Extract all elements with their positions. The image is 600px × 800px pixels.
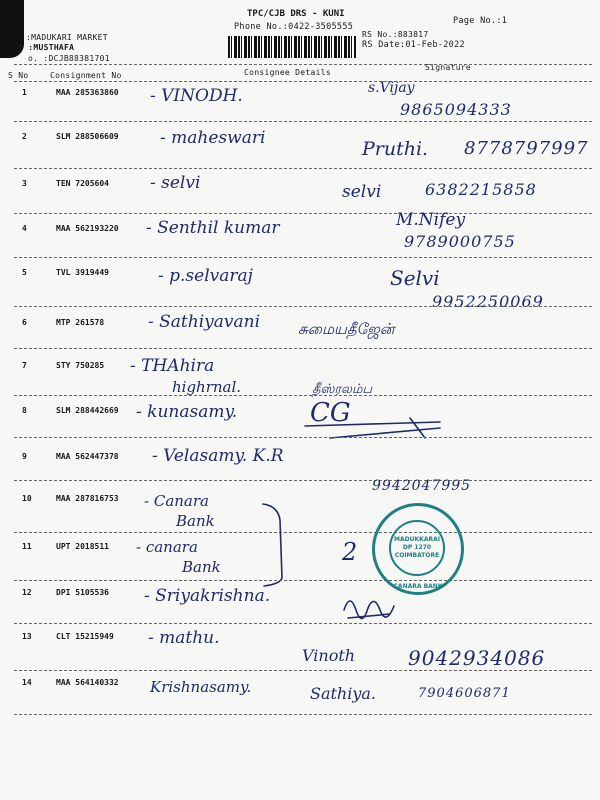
row-1-phone: 9865094333 [400, 100, 512, 119]
row-8-signature: CG [310, 398, 351, 428]
row-1-consignee: - VINODH. [150, 86, 243, 106]
row-10-consignee: - Canara [144, 492, 209, 510]
stamp-branch: MADUKKARAI [394, 536, 440, 543]
row-divider [14, 580, 592, 581]
row-11-consignee-line2: Bank [182, 558, 221, 576]
row-divider [14, 395, 592, 396]
row-8-signature-strike [300, 408, 450, 448]
bank-stamp [372, 503, 464, 595]
row-5-consignment: TVL 3919449 [56, 268, 109, 277]
row-5-signature: Selvi [390, 266, 440, 290]
row-9-consignment: MAA 562447378 [56, 452, 119, 461]
page-number: Page No.:1 [453, 16, 508, 26]
row-divider [14, 437, 592, 438]
row-4-sn: 4 [22, 224, 27, 233]
branch-name: :MADUKARI MARKET [26, 33, 108, 42]
row-7-consignment: STY 750285 [56, 361, 105, 370]
row-13-consignee: - mathu. [148, 628, 220, 648]
row-5-consignee: - p.selvaraj [158, 266, 253, 286]
document-number: o. :DCJB88381701 [28, 54, 110, 63]
row-12-signature [340, 590, 400, 626]
staff-name: f :MUSTHAFA [18, 43, 75, 52]
row-divider [14, 121, 592, 122]
row-2-phone: 8778797997 [464, 138, 589, 159]
bracket-mark [258, 500, 298, 590]
columns-divider [14, 81, 592, 82]
row-8-sn: 8 [22, 406, 27, 415]
barcode [228, 36, 356, 58]
row-11-signature: 2 [342, 538, 358, 566]
row-9-phone: 9942047995 [372, 478, 472, 494]
stamp-bank: CANARA BANK [393, 583, 443, 590]
row-3-phone: 6382215858 [425, 180, 537, 199]
row-5-phone: 9952250069 [432, 292, 544, 311]
row-6-consignee: - Sathiyavani [148, 312, 261, 332]
rs-date: RS Date:01-Feb-2022 [362, 40, 465, 50]
row-7-sn: 7 [22, 361, 27, 370]
row-divider [14, 348, 592, 349]
row-7-consignee: - THAhira [130, 356, 215, 376]
row-11-sn: 11 [22, 542, 32, 551]
row-4-phone: 9789000755 [404, 232, 516, 251]
report-title: TPC/CJB DRS - KUNI [247, 9, 345, 19]
row-5-sn: 5 [22, 268, 27, 277]
row-14-signature: Sathiya. [310, 684, 377, 703]
row-3-sn: 3 [22, 179, 27, 188]
row-13-sn: 13 [22, 632, 32, 641]
row-10-consignment: MAA 287816753 [56, 494, 119, 503]
row-4-consignment: MAA 562193220 [56, 224, 119, 233]
row-2-consignment: SLM 288506609 [56, 132, 119, 141]
row-divider [14, 670, 592, 671]
row-divider [14, 257, 592, 258]
row-2-signature: Pruthi. [362, 138, 429, 160]
row-1-sn: 1 [22, 88, 27, 97]
row-12-consignee: - Sriyakrishna. [144, 586, 271, 606]
stamp-city: COIMBATORE [394, 552, 440, 559]
row-2-consignee: - maheswari [160, 128, 266, 148]
col-signature: Signature [425, 63, 472, 72]
row-1-signature: s.Vijay [368, 80, 415, 96]
row-7-signature: தீஸ்ரலம்ப [312, 382, 373, 397]
col-sno: S No [8, 71, 29, 80]
row-4-signature: M.Nifey [396, 210, 466, 230]
row-14-consignee: Krishnasamy. [150, 678, 252, 696]
rs-number: RS No.:883817 [362, 30, 429, 39]
row-divider [14, 306, 592, 307]
row-14-sn: 14 [22, 678, 32, 687]
row-divider [14, 623, 592, 624]
row-divider [14, 714, 592, 715]
stamp-code: DP 1270 [402, 544, 432, 551]
row-3-consignee: - selvi [150, 173, 201, 193]
col-details: Consignee Details [244, 68, 331, 77]
row-8-consignment: SLM 288442669 [56, 406, 119, 415]
row-13-consignment: CLT 15215949 [56, 632, 114, 641]
row-4-consignee: - Senthil kumar [146, 218, 280, 238]
row-8-consignee: - kunasamy. [136, 402, 238, 422]
row-divider [14, 213, 592, 214]
row-3-consignment: TEN 7205604 [56, 179, 109, 188]
row-13-phone: 9042934086 [408, 646, 546, 670]
row-divider [14, 532, 592, 533]
row-7-consignee-line2: highrnal. [172, 378, 242, 396]
row-13-signature: Vinoth [302, 646, 356, 665]
row-10-consignee-line2: Bank [176, 512, 215, 530]
row-6-sn: 6 [22, 318, 27, 327]
phone-number: Phone No.:0422-3505555 [234, 22, 354, 32]
col-consignment: Consignment No [50, 71, 122, 80]
row-14-phone: 7904606871 [418, 686, 511, 701]
row-2-sn: 2 [22, 132, 27, 141]
row-1-consignment: MAA 285363860 [56, 88, 119, 97]
row-6-signature: சுமையதீஜேன் [298, 320, 395, 338]
row-14-consignment: MAA 564140332 [56, 678, 119, 687]
row-9-sn: 9 [22, 452, 27, 461]
row-12-sn: 12 [22, 588, 32, 597]
row-6-consignment: MTP 261578 [56, 318, 105, 327]
row-10-sn: 10 [22, 494, 32, 503]
row-12-consignment: DPI 5105536 [56, 588, 109, 597]
header-divider [14, 64, 592, 65]
row-3-signature: selvi [342, 182, 382, 202]
row-divider [14, 168, 592, 169]
row-divider [14, 480, 592, 481]
row-9-consignee: - Velasamy. K.R [152, 446, 284, 466]
row-11-consignee: - canara [136, 538, 198, 556]
row-11-consignment: UPT 2018511 [56, 542, 109, 551]
